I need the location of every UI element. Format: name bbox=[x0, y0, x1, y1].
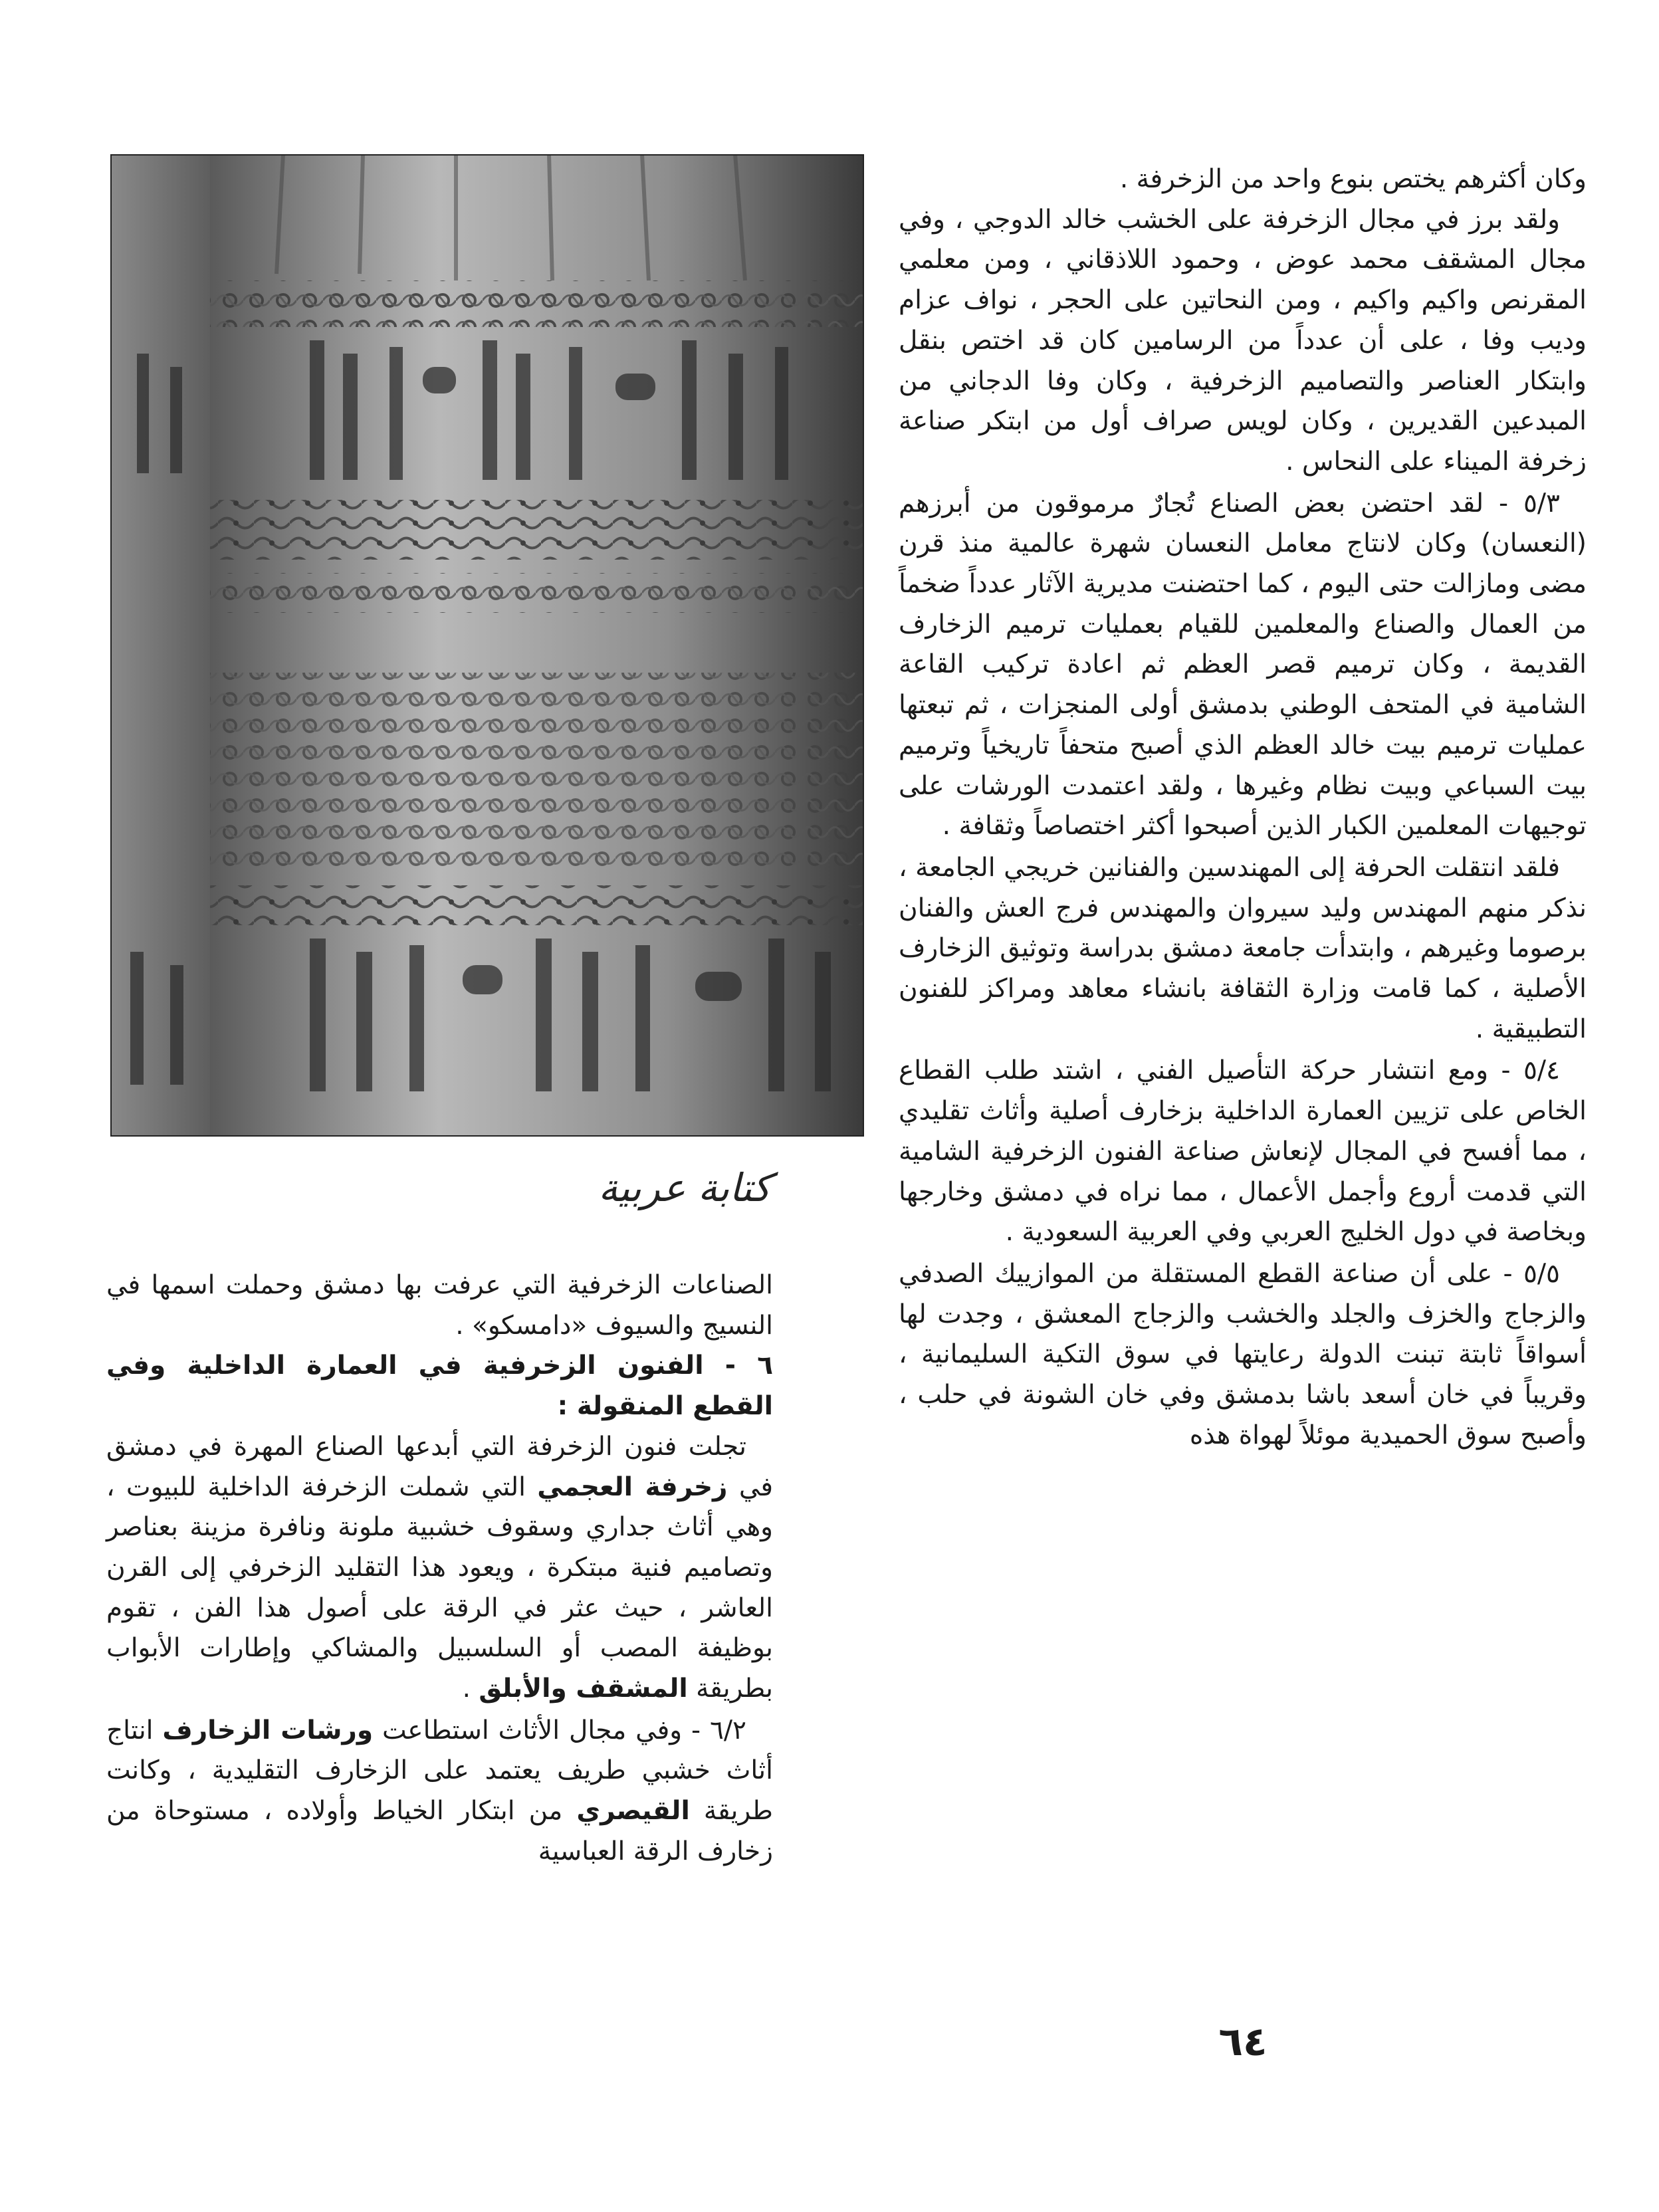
right-text-column bbox=[899, 160, 1587, 1456]
page-number: ٦٤ bbox=[1218, 2019, 1268, 2065]
emphasis: ورشات الزخارف bbox=[162, 1715, 374, 1745]
paragraph: ٥/٣ - لقد احتضن بعض الصناع تُجارٌ مرموقون من أبرزهم (النعسان) وكان لانتاج معامل النعسان شهرة عالمية منذ قرن مضى ومازالت حتى اليوم ، كما احتضنت مديرية الآثار عدداً ضخماً من العمال والصناع والمعلمين للقيام بعمليات ترميم الزخارف القديمة ، وكان ترميم قصر العظم ثم اعادة تركيب القاعة الشامية في المتحف الوطني بدمشق أولى المنجزات ، ثم تبعتها عمليات ترميم بيت خالد العظم الذي أصبح متحفاً تاريخياً وترميم بيت السباعي وبيت نظام وغيرها ، ولقد اعتمدت الورشات على توجيهات المعلمين الكبار الذين أصبحوا أكثر اختصاصاً وثقافة . bbox=[899, 488, 1587, 841]
paragraph: ٦/٢ - وفي مجال الأثاث استطاعت ورشات الزخارف انتاج أثاث خشبي طريف يعتمد على الزخارف التقليدية ، وكانت طريقة القيصري من ابتكار الخياط وأولاده ، مستوحاة من زخارف الرقة العباسية bbox=[106, 1715, 773, 1866]
left-text-column bbox=[106, 1266, 773, 1872]
paragraph: فلقد انتقلت الحرفة إلى المهندسين والفنانين خريجي الجامعة ، نذكر منهم المهندس وليد سيروان والمهندس فرج العش والفنان برصوما وغيرهم ، وابتدأت جامعة دمشق بدراسة وتوثيق الزخارف الأصلية ، كما قامت وزارة الثقافة بانشاء معاهد ومراكز للفنون التطبيقية . bbox=[899, 852, 1587, 1044]
emphasis: المشقف والأبلق bbox=[479, 1674, 688, 1704]
calligraphy-photo bbox=[110, 154, 864, 1137]
paragraph: تجلت فنون الزخرفة التي أبدعها الصناع المهرة في دمشق في زخرفة العجمي التي شملت الزخرفة الداخلية للبيوت ، وهي أثاث جداري وسقوف خشبية ملونة ونافرة مزينة بعناصر وتصاميم فنية مبتكرة ، ويعود هذا التقليد الزخرفي إلى القرن العاشر ، حيث عثر في الرقة على أصول هذا الفن ، تقوم بوظيفة المصب أو السلسبيل والمشاكي وإطارات الأبواب بطريقة المشقف والأبلق . bbox=[106, 1431, 773, 1704]
paragraph: ولقد برز في مجال الزخرفة على الخشب خالد الدوجي ، وفي مجال المشقف محمد عوض ، وحمود اللاذقاني ، ومن معلمي المقرنص واكيم واكيم ، ومن النحاتين على الحجر ، نواف عزام وديب وفا ، على أن عدداً من الرسامين كان قد اختص بنقل وابتكار العناصر والتصاميم الزخرفية ، وكان وفا الدجاني من المبدعين القديرين ، وكان لويس صراف أول من ابتكر صناعة زخرفة الميناء على النحاس . bbox=[899, 204, 1587, 477]
paragraph: الصناعات الزخرفية التي عرفت بها دمشق وحملت اسمها في النسيج والسيوف «دامسكو» . bbox=[106, 1270, 773, 1341]
photo-caption: كتابة عربية bbox=[598, 1165, 771, 1210]
emphasis: القيصري bbox=[576, 1796, 690, 1826]
emphasis: زخرفة العجمي bbox=[537, 1472, 728, 1502]
paragraph: ٥/٤ - ومع انتشار حركة التأصيل الفني ، اشتد طلب القطاع الخاص على تزيين العمارة الداخلية بزخارف أصلية وأثاث تقليدي ، مما أفسح في المجال لإنعاش صناعة الفنون الزخرفية الشامية التي قدمت أروع وأجمل الأعمال ، مما نراه في دمشق وخارجها وبخاصة في دول الخليج العربي وفي العربية السعودية . bbox=[899, 1055, 1587, 1248]
section-heading: ٦ - الفنون الزخرفية في العمارة الداخلية وفي القطع المنقولة : bbox=[106, 1351, 773, 1422]
paragraph: وكان أكثرهم يختص بنوع واحد من الزخرفة . bbox=[1119, 164, 1587, 194]
paragraph: ٥/٥ - على أن صناعة القطع المستقلة من الموازييك الصدفي والزجاج والخزف والجلد والخشب والزجاج المعشق ، وجدت لها أسواقاً ثابتة تبنت الدولة رعايتها في سوق التكية السليمانية ، وقريباً في خان أسعد باشا بدمشق وفي خان الشونة في حلب ، وأصبح سوق الحميدية موئلاً لهواة هذه bbox=[899, 1258, 1587, 1450]
